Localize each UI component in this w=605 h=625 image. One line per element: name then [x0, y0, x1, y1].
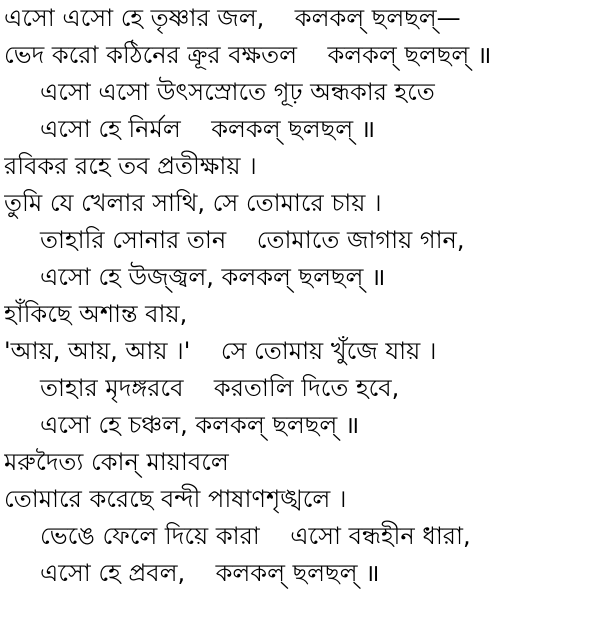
poem-line: এসো এসো হে তৃষ্ণার জল, কলকল্‌ ছলছল্‌— — [4, 4, 461, 32]
poem-line: তোমারে করেছে বন্দী পাষাণশৃঙ্খলে । — [4, 485, 347, 513]
poem-line: এসো হে চঞ্চল, কলকল্‌ ছলছল্‌ ॥ — [40, 411, 360, 439]
poem-line: তাহারি সোনার তান তোমাতে জাগায় গান, — [40, 226, 465, 254]
poem-line: এসো এসো উৎসস্রোতে গূঢ় অন্ধকার হতে — [40, 78, 435, 106]
poem-text — [4, 0, 604, 592]
poem-line: 'আয়, আয়, আয় ।' সে তোমায় খুঁজে যায় । — [4, 337, 437, 365]
poem-line: রবিকর রহে তব প্রতীক্ষায় । — [4, 152, 257, 180]
poem-line: ভেদ করো কঠিনের ক্রূর বক্ষতল কলকল্‌ ছলছল্‌ ॥ — [4, 41, 492, 69]
poem-line: এসো হে নির্মল কলকল্‌ ছলছল্‌ ॥ — [40, 115, 376, 143]
poem-line: মরুদৈত্য কোন্‌ মায়াবলে — [4, 448, 229, 476]
poem-line: ভেঙে ফেলে দিয়ে কারা এসো বন্ধহীন ধারা, — [40, 522, 471, 550]
poem-line: এসো হে উজ্জ্বল, কলকল্‌ ছলছল্‌ ॥ — [40, 263, 386, 291]
poem-line: হাঁকিছে অশান্ত বায়, — [4, 300, 188, 328]
poem-line: তুমি যে খেলার সাথি, সে তোমারে চায় । — [4, 189, 382, 217]
poem-line: তাহার মৃদঙ্গরবে করতালি দিতে হবে, — [40, 374, 400, 402]
poem-line: এসো হে প্রবল, কলকল্‌ ছলছল্‌ ॥ — [40, 559, 380, 587]
